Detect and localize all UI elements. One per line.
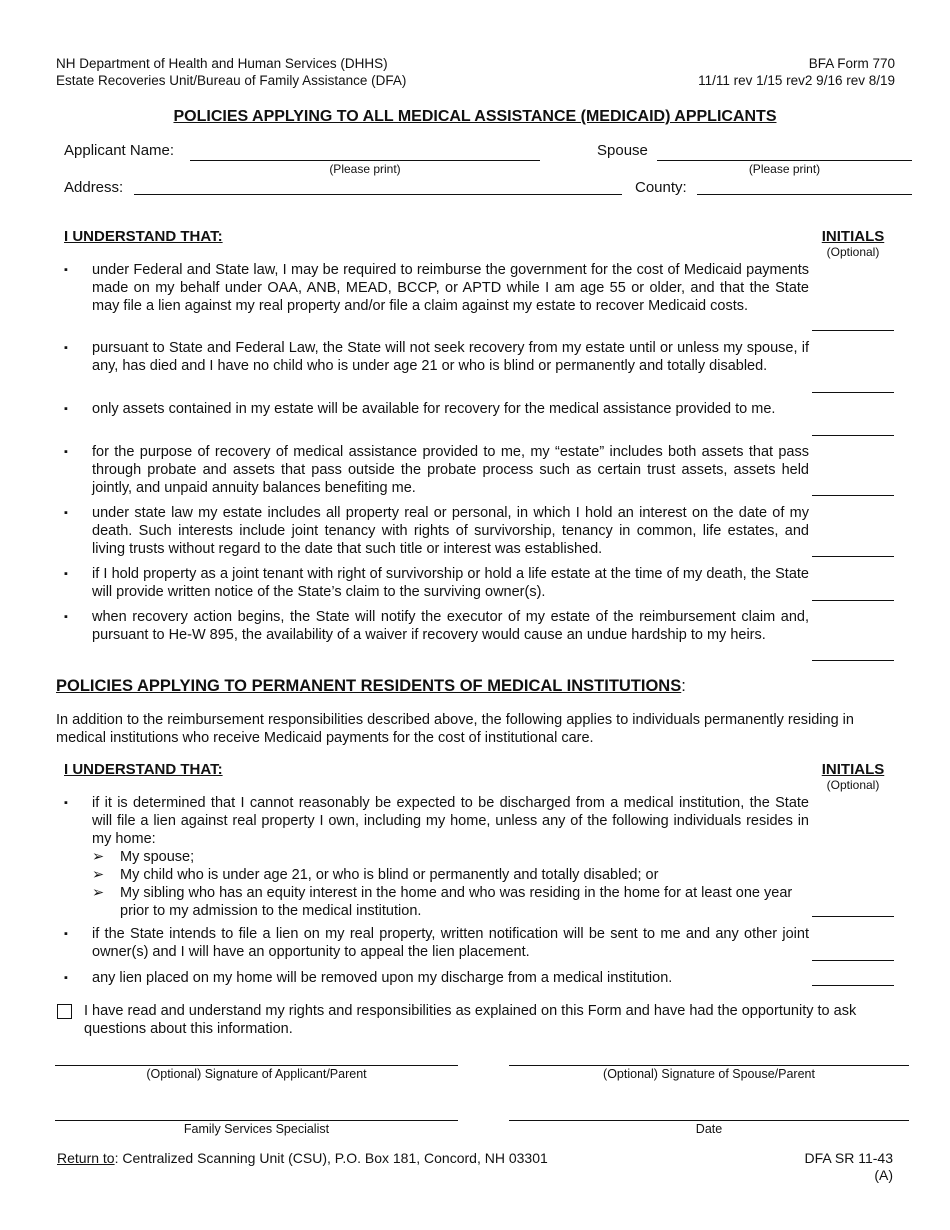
return-text: : Centralized Scanning Unit (CSU), P.O. Box 181, Concord, NH 03301 (114, 1150, 548, 1166)
bullet-icon: ▪ (64, 342, 68, 354)
county-field[interactable] (697, 194, 912, 195)
initials-heading-2: INITIALS (821, 761, 885, 778)
understand-heading-2: I UNDERSTAND THAT: (64, 761, 223, 778)
spouse-name-field[interactable] (657, 160, 912, 161)
applicant-name-label: Applicant Name: (64, 142, 175, 159)
initials-field[interactable] (812, 916, 894, 917)
understand-heading-1: I UNDERSTAND THAT: (64, 228, 223, 245)
initials-field[interactable] (812, 660, 894, 661)
agency-name: NH Department of Health and Human Services (DHHS) (56, 56, 388, 71)
list-item: ▪ pursuant to State and Federal Law, the State will not seek recovery from my estate until or unless my spouse, if any, has died and I have no child who is under age 21 or who is blind or permanently and totally disabled. (64, 340, 809, 374)
arrow-icon: ➢ (92, 885, 105, 901)
list-item: ▪ under Federal and State law, I may be required to reimburse the government for the cost of Medicaid payments made on my behalf under OAA, ANB, MEAD, BCCP, or APTD while I am age 55 or older, and that the State may file a lien against my real property and/or file a claim against my estate to recover Medicaid costs. (64, 262, 809, 314)
initials-field[interactable] (812, 435, 894, 436)
list-item: ▪ only assets contained in my estate will be available for recovery for the medical assistance provided to me. (64, 401, 776, 417)
date-field[interactable] (509, 1120, 909, 1121)
sub-list (92, 848, 809, 920)
acknowledgement-checkbox[interactable] (57, 1004, 72, 1019)
initials-optional-2: (Optional) (826, 778, 880, 792)
section-2-intro: In addition to the reimbursement responsibilities described above, the following applies to individuals permanently residing in medical institutions who receive Medicaid payments for the cost of institutional care. (56, 712, 854, 746)
initials-field[interactable] (812, 495, 894, 496)
bullet-icon: ▪ (64, 928, 68, 940)
form-number: BFA Form 770 (808, 56, 895, 71)
list-item: ▪ if it is determined that I cannot reasonably be expected to be discharged from a medical institution, the State will file a lien against real property I own, including my home, unless any of the following individuals resides in my home: ➢ My spouse; ➢ My child who is under age 21, or who is blind or permanently and totally disabled; or ➢ My sibling who has an equity interest in the home and who was residing in the home for at least one year prior to my admission to the medical institution. (64, 795, 809, 919)
form-suffix: (A) (874, 1167, 893, 1183)
bullet-icon: ▪ (64, 611, 68, 623)
applicant-signature-field[interactable] (55, 1065, 458, 1066)
applicant-name-field[interactable] (190, 160, 540, 161)
list-item: ▪ for the purpose of recovery of medical assistance provided to me, my “estate” includes both assets that pass through probate and assets that pass outside the probate process such as certain trust assets, assets held jointly, and unpaid annuity balances benefiting me. (64, 444, 809, 496)
section-2-title (56, 677, 686, 696)
agency-header (56, 55, 406, 89)
form-id-header (698, 55, 895, 89)
bullet-icon: ▪ (64, 507, 68, 519)
page-title: POLICIES APPLYING TO ALL MEDICAL ASSISTANCE (MEDICAID) APPLICANTS (173, 108, 777, 125)
initials-field[interactable] (812, 556, 894, 557)
initials-field[interactable] (812, 985, 894, 986)
specialist-label: Family Services Specialist (183, 1122, 330, 1136)
form-code-footer (805, 1150, 893, 1184)
bullet-icon: ▪ (64, 403, 68, 415)
arrow-icon: ➢ (92, 867, 105, 883)
specialist-signature-field[interactable] (55, 1120, 458, 1121)
bullet-icon: ▪ (64, 568, 68, 580)
sub-list-item: ➢ My sibling who has an equity interest in the home and who was residing in the home for at least one year prior to my admission to the medical institution. (92, 885, 793, 919)
spouse-label: Spouse (597, 142, 648, 159)
initials-field[interactable] (812, 960, 894, 961)
list-item: ▪ when recovery action begins, the State will notify the executor of my estate of the reimbursement claim and, pursuant to He-W 895, the availability of a waiver if recovery would cause an undue hardship to my heirs. (64, 609, 809, 643)
initials-field[interactable] (812, 392, 894, 393)
bullet-icon: ▪ (64, 264, 68, 276)
return-address (57, 1150, 548, 1166)
bullet-icon: ▪ (64, 972, 68, 984)
spouse-signature-field[interactable] (509, 1065, 909, 1066)
arrow-icon: ➢ (92, 849, 105, 865)
acknowledgement-text: I have read and understand my rights and responsibilities as explained on this Form and have had the opportunity to ask questions about this information. (84, 1003, 857, 1037)
list-item: ▪ any lien placed on my home will be removed upon my discharge from a medical institution. (64, 970, 673, 986)
initials-field[interactable] (812, 600, 894, 601)
list-item: ▪ if the State intends to file a lien on my real property, written notification will be sent to me and any other joint owner(s) and I will have an opportunity to appeal the lien placement. (64, 926, 809, 960)
bullet-icon: ▪ (64, 446, 68, 458)
bullet-icon: ▪ (64, 797, 68, 809)
initials-heading-1: INITIALS (821, 228, 885, 245)
applicant-signature-label: (Optional) Signature of Applicant/Parent (146, 1067, 367, 1081)
section-2-title-colon: : (681, 677, 686, 695)
address-field[interactable] (134, 194, 622, 195)
return-label: Return to (57, 1150, 115, 1166)
address-label: Address: (64, 179, 124, 196)
sub-list-item: ➢ My child who is under age 21, or who is blind or permanently and totally disabled; or (92, 867, 659, 883)
form-code: DFA SR 11-43 (804, 1150, 893, 1166)
applicant-print-hint: (Please print) (329, 162, 401, 176)
date-label: Date (695, 1122, 723, 1136)
unit-name: Estate Recoveries Unit/Bureau of Family Assistance (DFA) (56, 73, 407, 88)
section-2-title-text: POLICIES APPLYING TO PERMANENT RESIDENTS OF MEDICAL INSTITUTIONS (56, 677, 682, 695)
spouse-print-hint: (Please print) (748, 162, 821, 176)
initials-field[interactable] (812, 330, 894, 331)
revision-dates: 11/11 rev 1/15 rev2 9/16 rev 8/19 (698, 73, 895, 88)
sub-list-item: ➢ My spouse; (92, 849, 195, 865)
list-item: ▪ if I hold property as a joint tenant with right of survivorship or hold a life estate at the time of my death, the State will provide written notice of the State’s claim to the surviving owner(s). (64, 566, 809, 600)
county-label: County: (635, 179, 687, 196)
list-item: ▪ under state law my estate includes all property real or personal, in which I hold an interest on the date of my death. Such interests include joint tenancy with rights of survivorship, tenancy in common, life estates, and living trusts without regard to the date that such title or interest was established. (64, 505, 809, 557)
initials-optional-1: (Optional) (826, 245, 880, 259)
spouse-signature-label: (Optional) Signature of Spouse/Parent (603, 1067, 815, 1081)
